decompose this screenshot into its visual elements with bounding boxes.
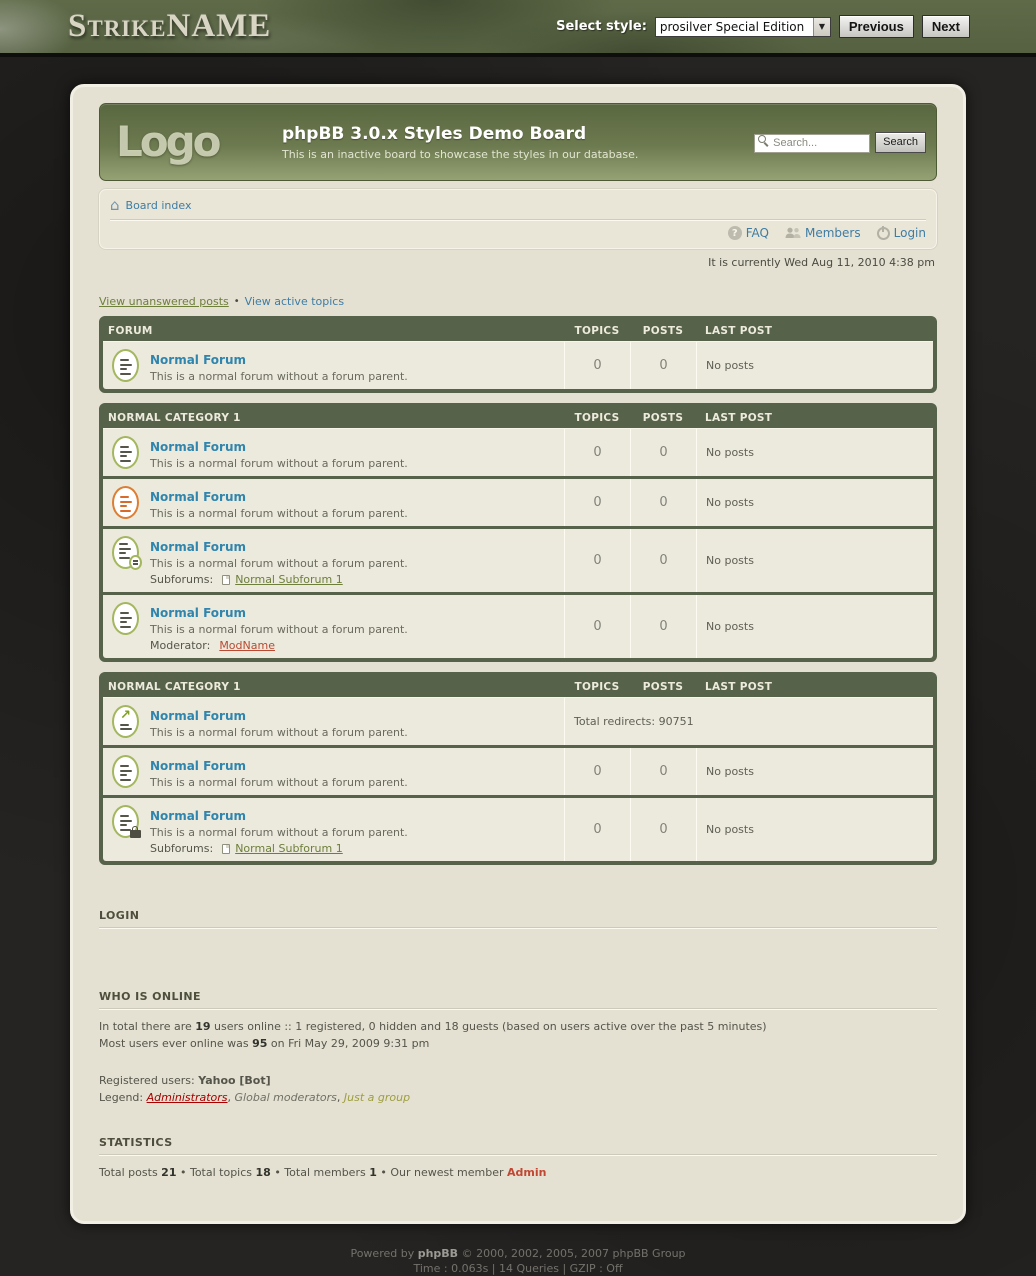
style-select[interactable] xyxy=(655,17,831,37)
column-posts: POSTS xyxy=(642,680,684,693)
forum-row xyxy=(103,479,933,526)
footer-debug-line: Time : 0.063s | 14 Queries | GZIP : Off xyxy=(413,1262,623,1275)
separator-bullet: • xyxy=(233,296,240,307)
forum-rows xyxy=(103,341,933,389)
bold-value: 1 xyxy=(369,1166,377,1179)
forum-link[interactable]: Normal Forum xyxy=(150,606,247,620)
select-style-label: Select style: xyxy=(556,19,647,34)
forum-cell xyxy=(103,342,564,389)
login-section xyxy=(99,909,937,928)
column-topics: TOPICS xyxy=(574,324,620,337)
statistics-line: Total posts 21 • Total topics 18 • Total members 1 • Our newest member Admin xyxy=(99,1166,547,1179)
forum-redirect-icon xyxy=(112,705,139,738)
forum-extra xyxy=(150,843,408,855)
forum-link[interactable]: Normal Forum xyxy=(150,709,247,723)
forum-info xyxy=(150,435,408,470)
navbar-panel xyxy=(99,189,937,249)
power-icon xyxy=(877,227,890,240)
topics-count: 0 xyxy=(564,529,630,592)
registered-users: Registered users: Yahoo [Bot] xyxy=(99,1074,271,1087)
bold-value: 95 xyxy=(252,1037,268,1050)
category-header xyxy=(103,320,933,341)
board-title: phpBB 3.0.x Styles Demo Board xyxy=(282,123,587,144)
forum-row xyxy=(103,529,933,592)
online-record: Most users ever online was 95 on Fri May 29, 2009 9:31 pm xyxy=(99,1037,430,1050)
page-footer xyxy=(0,1246,1036,1276)
home-icon: ⌂ xyxy=(110,196,120,214)
forum-read-icon xyxy=(112,602,139,635)
last-post: No posts xyxy=(696,479,933,526)
posts-count: 0 xyxy=(630,748,696,795)
column-topics: TOPICS xyxy=(574,680,620,693)
posts-count: 0 xyxy=(630,479,696,526)
posts-count: 0 xyxy=(630,429,696,476)
topics-count: 0 xyxy=(564,595,630,658)
style-select-value: prosilver Special Edition xyxy=(659,19,805,34)
forum-cell xyxy=(103,748,564,795)
forum-row xyxy=(103,429,933,476)
faq-link[interactable] xyxy=(728,226,769,240)
forum-unread-icon xyxy=(112,486,139,519)
forum-row xyxy=(103,748,933,795)
forum-info xyxy=(150,804,408,855)
posts-count: 0 xyxy=(630,798,696,861)
forum-description: This is a normal forum without a forum parent. xyxy=(150,457,408,470)
forum-rows xyxy=(103,697,933,861)
forum-cell xyxy=(103,698,564,745)
category-title: NORMAL CATEGORY 1 xyxy=(108,680,241,693)
members-link[interactable] xyxy=(785,226,861,240)
forum-category xyxy=(99,672,937,865)
bold-value: Yahoo [Bot] xyxy=(198,1074,271,1087)
forum-link[interactable]: Normal Forum xyxy=(150,809,247,823)
redirect-arrow-icon: ↗ xyxy=(120,708,131,723)
column-lastpost: LAST POST xyxy=(705,411,773,424)
last-post: No posts xyxy=(696,342,933,389)
previous-style-button[interactable]: Previous xyxy=(839,15,914,38)
bold-value: 18 xyxy=(255,1166,271,1179)
posts-count: 0 xyxy=(630,595,696,658)
breadcrumb-board-index[interactable]: Board index xyxy=(125,199,192,212)
statistics-section xyxy=(99,1136,937,1181)
forum-categories xyxy=(99,316,937,865)
forum-info xyxy=(150,348,408,383)
board-title-block xyxy=(282,124,638,161)
subforum-link[interactable]: Normal Subforum 1 xyxy=(235,573,343,586)
forum-description: This is a normal forum without a forum parent. xyxy=(150,557,408,570)
last-post: No posts xyxy=(696,429,933,476)
breadcrumb xyxy=(110,196,926,214)
redirect-total: Total redirects: 90751 xyxy=(564,698,933,745)
faq-label: FAQ xyxy=(745,226,769,240)
forum-cell xyxy=(103,595,564,658)
forum-description: This is a normal forum without a forum parent. xyxy=(150,507,408,520)
bold-value: 21 xyxy=(161,1166,177,1179)
forum-cell xyxy=(103,529,564,592)
category-header xyxy=(103,407,933,428)
newest-member-link[interactable]: Admin xyxy=(507,1166,547,1179)
quick-links xyxy=(110,226,926,240)
forum-cell xyxy=(103,798,564,861)
page-icon xyxy=(222,575,230,585)
powered-by-text: Powered by xyxy=(350,1247,418,1260)
posts-count: 0 xyxy=(630,342,696,389)
online-summary: In total there are 19 users online :: 1 registered, 0 hidden and 18 guests (based on users active over the past 5 minutes) xyxy=(99,1020,767,1033)
question-icon: ? xyxy=(728,226,742,240)
forum-link[interactable]: Normal Forum xyxy=(150,440,247,454)
forum-read-icon xyxy=(112,349,139,382)
column-lastpost: LAST POST xyxy=(705,324,773,337)
login-link[interactable] xyxy=(877,226,926,240)
search-icon xyxy=(758,135,766,143)
login-label: Login xyxy=(893,226,926,240)
category-header xyxy=(103,676,933,697)
subforum-link[interactable]: Normal Subforum 1 xyxy=(235,842,343,855)
forum-rows xyxy=(103,428,933,658)
topics-count: 0 xyxy=(564,798,630,861)
legend-group-link[interactable]: Global moderators xyxy=(234,1091,337,1104)
topics-count: 0 xyxy=(564,429,630,476)
category-title: FORUM xyxy=(108,324,153,337)
last-post: No posts xyxy=(696,798,933,861)
topics-count: 0 xyxy=(564,479,630,526)
board-subtitle: This is an inactive board to showcase the styles in our database. xyxy=(282,147,639,161)
forum-description: This is a normal forum without a forum parent. xyxy=(150,623,408,636)
page-body xyxy=(70,84,966,1224)
forum-link[interactable]: Normal Forum xyxy=(150,540,247,554)
login-section-title: LOGIN xyxy=(99,909,937,928)
search-input[interactable] xyxy=(754,134,870,153)
forum-description: This is a normal forum without a forum parent. xyxy=(150,726,408,739)
column-lastpost: LAST POST xyxy=(705,680,773,693)
next-style-button[interactable]: Next xyxy=(922,15,970,38)
legend-line: Legend: Administrators, Global moderators, Just a group xyxy=(99,1091,411,1104)
forum-locked-icon xyxy=(112,805,139,838)
forum-cell xyxy=(103,479,564,526)
forum-subforum-icon xyxy=(112,536,139,569)
legend-group-link[interactable]: Administrators xyxy=(146,1091,228,1104)
forum-row xyxy=(103,595,933,658)
forum-info xyxy=(150,535,408,586)
subforums-label: Subforums: xyxy=(150,842,214,855)
column-posts: POSTS xyxy=(642,324,684,337)
top-style-bar xyxy=(0,0,1036,57)
forum-read-icon xyxy=(112,436,139,469)
style-switcher xyxy=(556,15,970,38)
lock-icon xyxy=(130,830,141,838)
forum-info xyxy=(150,601,408,652)
topics-count: 0 xyxy=(564,748,630,795)
current-time: It is currently Wed Aug 11, 2010 4:38 pm xyxy=(708,256,935,269)
forum-link[interactable]: Normal Forum xyxy=(150,353,247,367)
forum-row xyxy=(103,798,933,861)
forum-row xyxy=(103,698,933,745)
legend-group-link[interactable]: Just a group xyxy=(343,1091,411,1104)
view-links xyxy=(99,295,937,308)
last-post: No posts xyxy=(696,748,933,795)
moderator-label: Moderator: xyxy=(150,639,211,652)
subforums-label: Subforums: xyxy=(150,573,214,586)
chevron-down-icon: ▼ xyxy=(813,18,830,36)
view-active-link[interactable]: View active topics xyxy=(244,295,345,308)
last-post: No posts xyxy=(696,529,933,592)
forum-info xyxy=(150,485,408,520)
forum-cell xyxy=(103,429,564,476)
forum-description: This is a normal forum without a forum parent. xyxy=(150,826,408,839)
forum-link[interactable]: Normal Forum xyxy=(150,759,247,773)
footer-credit-line xyxy=(0,1246,1036,1261)
forum-read-icon xyxy=(112,755,139,788)
members-icon xyxy=(785,227,801,239)
view-unanswered-link[interactable]: View unanswered posts xyxy=(99,295,229,308)
statistics-title: STATISTICS xyxy=(99,1136,937,1155)
forum-category xyxy=(99,403,937,662)
site-brand-logo: StrikeNAME xyxy=(68,8,272,44)
board-logo[interactable]: Logo xyxy=(116,117,219,166)
moderator-link[interactable]: ModName xyxy=(219,639,275,652)
forum-description: This is a normal forum without a forum parent. xyxy=(150,370,408,383)
navbar-divider xyxy=(110,219,926,220)
forum-row xyxy=(103,342,933,389)
forum-info xyxy=(150,704,408,739)
category-title: NORMAL CATEGORY 1 xyxy=(108,411,241,424)
topics-count: 0 xyxy=(564,342,630,389)
who-is-online-section xyxy=(99,990,937,1106)
search-area xyxy=(754,131,926,153)
copyright-text: © 2000, 2002, 2005, 2007 phpBB Group xyxy=(458,1247,686,1260)
column-posts: POSTS xyxy=(642,411,684,424)
who-is-online-title: WHO IS ONLINE xyxy=(99,990,937,1009)
phpbb-link[interactable]: phpBB xyxy=(417,1247,459,1260)
forum-description: This is a normal forum without a forum parent. xyxy=(150,776,408,789)
forum-extra xyxy=(150,574,408,586)
bold-value: 19 xyxy=(195,1020,211,1033)
last-post: No posts xyxy=(696,595,933,658)
search-button[interactable]: Search xyxy=(875,132,926,153)
forum-link[interactable]: Normal Forum xyxy=(150,490,247,504)
forum-category xyxy=(99,316,937,393)
page-icon xyxy=(222,844,230,854)
forum-extra xyxy=(150,640,408,652)
board-header xyxy=(99,103,937,181)
forum-info xyxy=(150,754,408,789)
subforum-badge-icon xyxy=(129,555,142,570)
posts-count: 0 xyxy=(630,529,696,592)
column-topics: TOPICS xyxy=(574,411,620,424)
members-label: Members xyxy=(805,226,861,240)
